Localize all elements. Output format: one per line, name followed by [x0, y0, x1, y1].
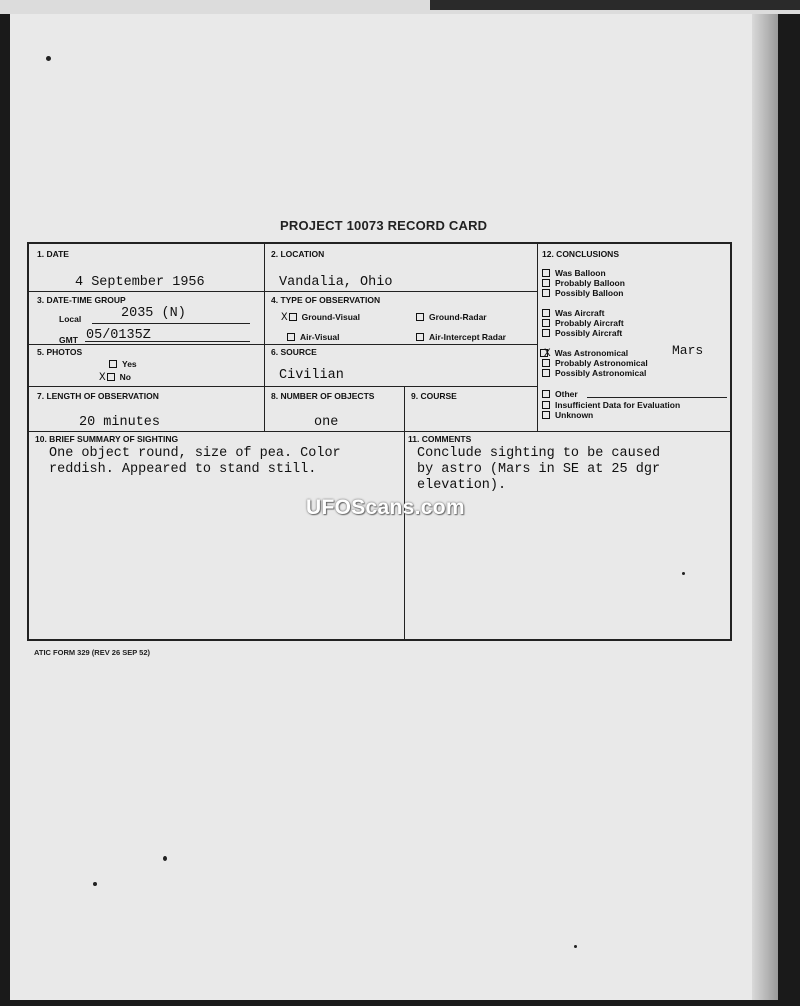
conclusion-was-aircraft: Was Aircraft: [542, 308, 604, 318]
scan-top-dark-edge: [430, 0, 800, 10]
record-card: [27, 242, 732, 641]
gmt-value: 05/0135Z: [86, 328, 151, 343]
gmt-label: GMT: [59, 335, 78, 345]
record-card-title: PROJECT 10073 RECORD CARD: [280, 218, 488, 233]
conclusion-was-astronomical: X Was Astronomical: [540, 348, 628, 360]
dtg-label: 3. DATE-TIME GROUP: [37, 295, 126, 305]
objects-label: 8. NUMBER OF OBJECTS: [271, 391, 375, 401]
conclusion-unknown: Unknown: [542, 410, 593, 420]
conclusion-probably-astronomical: Probably Astronomical: [542, 358, 648, 368]
conclusion-probably-balloon: Probably Balloon: [542, 278, 625, 288]
photos-option-yes: Yes: [109, 359, 137, 369]
comments-value: Conclude sighting to be caused by astro (Mars in SE at 25 dgr elevation).: [417, 446, 661, 493]
conclusion-possibly-aircraft: Possibly Aircraft: [542, 328, 622, 338]
comments-label: 11. COMMENTS: [408, 434, 472, 444]
type-label: 4. TYPE OF OBSERVATION: [271, 295, 381, 305]
objects-value: one: [314, 415, 339, 430]
local-value: 2035 (N): [121, 306, 186, 321]
speck: [46, 56, 51, 61]
photos-label: 5. PHOTOS: [37, 347, 83, 357]
conclusion-was-balloon: Was Balloon: [542, 268, 606, 278]
type-option-ground-visual: X Ground-Visual: [281, 312, 361, 324]
location-label: 2. LOCATION: [271, 249, 325, 259]
speck: [93, 882, 97, 886]
summary-value: One object round, size of pea. Color reddish. Appeared to stand still.: [49, 446, 341, 477]
location-value: Vandalia, Ohio: [279, 275, 393, 290]
conclusion-possibly-astronomical: Possibly Astronomical: [542, 368, 646, 378]
summary-label: 10. BRIEF SUMMARY OF SIGHTING: [35, 434, 179, 444]
type-option-air-intercept-radar: Air-Intercept Radar: [416, 332, 506, 342]
length-value: 20 minutes: [79, 415, 161, 430]
conclusion-probably-aircraft: Probably Aircraft: [542, 318, 624, 328]
local-label: Local: [59, 314, 82, 324]
course-label: 9. COURSE: [411, 391, 457, 401]
conclusions-label: 12. CONCLUSIONS: [542, 249, 619, 259]
source-value: Civilian: [279, 368, 344, 383]
conclusion-other: Other: [542, 389, 578, 399]
watermark: UFOScans.com: [306, 496, 465, 519]
form-footer: ATIC FORM 329 (REV 26 SEP 52): [34, 648, 151, 657]
length-label: 7. LENGTH OF OBSERVATION: [37, 391, 159, 401]
paper-right-shadow: [752, 14, 778, 1000]
conclusion-insufficient-data: Insufficient Data for Evaluation: [542, 400, 680, 410]
conclusion-possibly-balloon: Possibly Balloon: [542, 288, 624, 298]
type-option-ground-radar: Ground-Radar: [416, 312, 487, 322]
source-label: 6. SOURCE: [271, 347, 317, 357]
conclusion-handwritten-mars: Mars: [672, 343, 704, 358]
type-option-air-visual: Air-Visual: [287, 332, 340, 342]
date-label: 1. DATE: [37, 249, 69, 259]
speck: [574, 945, 577, 948]
date-value: 4 September 1956: [75, 275, 205, 290]
speck: [163, 856, 167, 861]
photos-option-no: X No: [99, 372, 131, 384]
